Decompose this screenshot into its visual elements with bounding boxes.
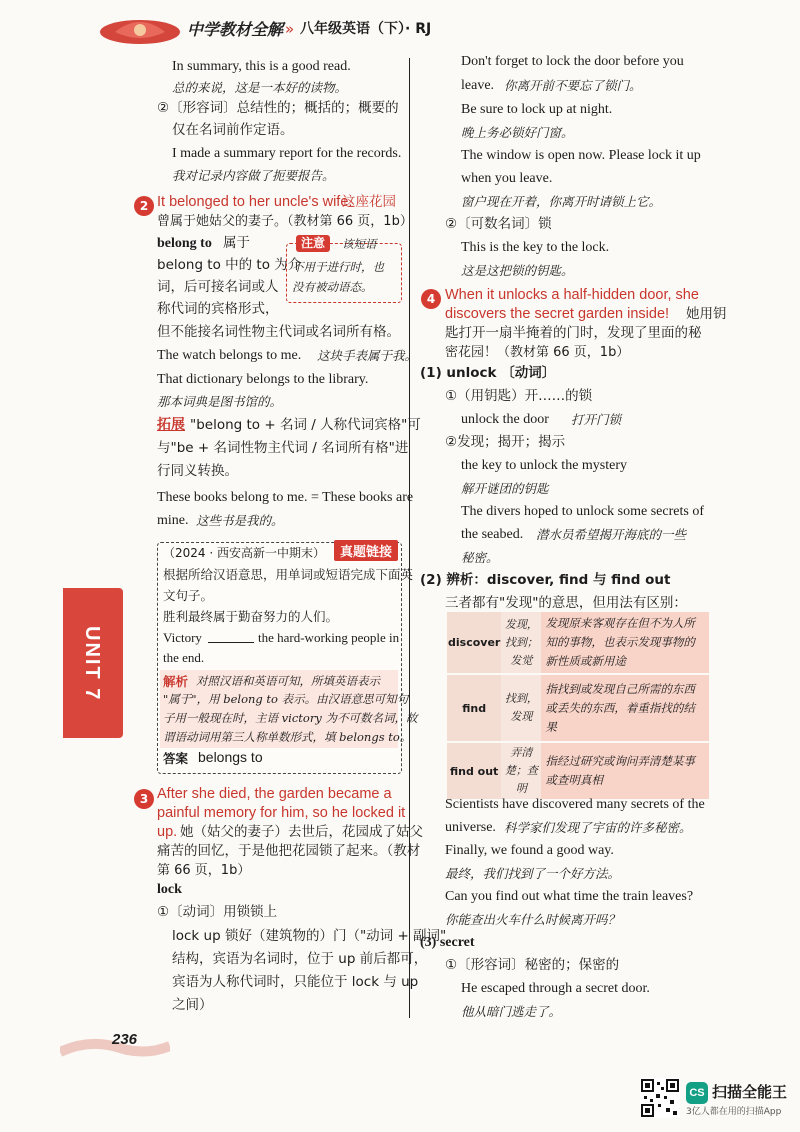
example-en: unlock the door	[461, 412, 549, 427]
key-sentence-translation: 痛苦的回忆，于是他把花园锁了起来。（教材	[157, 843, 421, 859]
analysis-tag: 解析	[163, 674, 189, 689]
definition: ①（用钥匙）开……的锁	[445, 388, 593, 404]
scanner-logo-icon: CS	[686, 1082, 708, 1104]
explanation-line: 词，后可接名词或人	[157, 279, 279, 295]
subheading-discover: (2) 辨析：discover, find 与 find out	[420, 572, 671, 588]
explanation-line: 称代词的宾格形式，	[157, 301, 279, 317]
example-cn: 晚上务必锁好门窗。	[461, 125, 574, 140]
table-cell-word: find out	[447, 742, 501, 799]
definition: ②〔可数名词〕锁	[445, 216, 552, 232]
unit-tab-label: UNIT 7	[81, 626, 103, 702]
table-cell-description: 指经过研究或询问弄清楚某事或查明真相	[541, 742, 709, 799]
example-cn: 打开门锁	[571, 412, 622, 427]
example-cn: 这块手表属于我。	[317, 348, 418, 363]
example-cn: 那本词典是图书馆的。	[157, 394, 283, 409]
page-number: 236	[112, 1031, 138, 1048]
key-sentence-translation: 第 66 页，1b）	[157, 863, 251, 878]
example-en: This is the key to the lock.	[461, 240, 610, 255]
exam-source: （2024 · 西安高新一中期末）	[163, 546, 325, 560]
exam-instruction: 根据所给汉语意思，用单词或短语完成下面英	[163, 567, 414, 582]
exam-question-en: the hard-working people in	[258, 630, 400, 645]
watermark-name: 扫描全能王	[712, 1083, 788, 1101]
key-sentence-translation: 这座花园	[342, 194, 396, 210]
note-tag: 注意	[296, 235, 330, 252]
analysis-text: "属于"，用 belong to 表示。由汉语意思可知句	[163, 692, 409, 706]
comparison-intro: 三者都有"发现"的意思，但用法有区别：	[445, 595, 687, 611]
example-cn: 潜水员希望揭开海底的一些	[536, 527, 687, 542]
explanation-line: lock up 锁好（建筑物的）门（"动词 + 副词"	[172, 928, 447, 944]
key-sentence: up.	[157, 824, 178, 840]
explanation-line: 但不能接名词性物主代词或名词所有格。	[157, 324, 400, 340]
exam-question-en: Victory	[163, 630, 202, 645]
header-book: 八年级英语（下）· RJ	[300, 21, 432, 37]
analysis-text: 谓语动词用第三人称单数形式，填 belongs to。	[163, 730, 412, 744]
table-cell-meaning: 发现，找到；发觉	[501, 612, 541, 674]
example-en: The watch belongs to me.	[157, 348, 302, 363]
qr-code-icon	[640, 1078, 680, 1118]
example-en: The window is open now. Please lock it up	[461, 148, 701, 163]
example-en: universe.	[445, 820, 496, 835]
section-number-2: 2	[134, 196, 154, 216]
example-en: Scientists have discovered many secrets of the	[445, 797, 705, 812]
explanation-line: 结构，宾语为名词时，位于 up 前后都可，	[172, 951, 428, 967]
phrase-meaning: 属于	[223, 235, 250, 251]
definition: ①〔形容词〕秘密的；保密的	[445, 957, 620, 973]
example-en: That dictionary belongs to the library.	[157, 372, 369, 387]
example-cn: 你能查出火车什么时候离开吗？	[445, 912, 621, 927]
analysis-text: 子用一般现在时，主语 victory 为不可数名词，故	[163, 711, 418, 725]
header-title: 中学教材全解	[187, 20, 284, 39]
example-cn: 秘密。	[461, 550, 499, 565]
example-en: In summary, this is a good read.	[172, 59, 351, 74]
key-sentence-translation: 曾属于她姑父的妻子。（教材第 66 页，1b）	[157, 214, 413, 229]
example-cn: 我对记录内容做了扼要报告。	[172, 168, 335, 183]
example-cn: 你离开前不要忘了锁门。	[504, 78, 642, 93]
example-en: the key to unlock the mystery	[461, 458, 628, 473]
table-cell-description: 发现原来客观存在但不为人所知的事物，也表示发现事物的新性质或新用途	[541, 612, 709, 674]
example-en: The divers hoped to unlock some secrets of	[461, 504, 704, 519]
definition: ②发现；揭开；揭示	[445, 434, 566, 450]
definition: ②〔形容词〕总结性的；概括的；概要的	[157, 100, 399, 116]
example-cn: 他从暗门逃走了。	[461, 1004, 562, 1019]
extension-text: "belong to + 名词 / 人称代词宾格"可	[190, 417, 421, 433]
example-en: These books belong to me. = These books are	[157, 490, 414, 505]
example-cn: 最终，我们找到了一个好方法。	[445, 866, 621, 881]
key-sentence: discovers the secret garden inside!	[445, 306, 670, 322]
table-cell-description: 指找到或发现自己所需的东西或丢失的东西，着重指找的结果	[541, 674, 709, 742]
table-row	[447, 742, 709, 799]
table-row	[447, 674, 709, 742]
comparison-table	[447, 612, 709, 799]
key-sentence-translation: 密花园！（教材第 66 页，1b）	[445, 345, 630, 360]
example-cn: 窗户现在开着，你离开时请锁上它。	[461, 194, 662, 209]
example-en: leave.	[461, 78, 495, 93]
exam-question-cn: 胜利最终属于勤奋努力的人们。	[163, 609, 339, 624]
subheading-secret: (3) secret	[420, 935, 475, 950]
table-cell-meaning: 弄清楚；查明	[501, 742, 541, 799]
key-sentence-translation: 她（姑父的妻子）去世后，花园成了姑父	[180, 824, 423, 840]
example-en: the seabed.	[461, 527, 524, 542]
example-cn: 解开谜团的钥匙	[461, 481, 549, 496]
definition-note: 仅在名词前作定语。	[172, 122, 294, 138]
exam-link-tag: 真题链接	[334, 540, 398, 561]
explanation-line: 宾语为人称代词时，只能位于 lock 与 up	[172, 974, 419, 990]
header-decoration	[95, 14, 185, 46]
example-en: Don't forget to lock the door before you	[461, 54, 684, 69]
key-sentence: When it unlocks a half-hidden door, she	[445, 287, 699, 303]
exam-blank	[208, 642, 254, 643]
example-en: He escaped through a secret door.	[461, 981, 650, 996]
key-sentence: It belonged to her uncle's wife.	[157, 194, 353, 210]
note-text: 没有被动语态。	[292, 280, 373, 294]
explanation-line: belong to 中的 to 为介	[157, 257, 302, 273]
answer-text: belongs to	[198, 749, 263, 765]
key-sentence-translation: 她用钥	[686, 306, 727, 322]
table-row	[447, 612, 709, 674]
section-number-4: 4	[421, 289, 441, 309]
key-sentence: painful memory for him, so he locked it	[157, 805, 406, 821]
example-en: Can you find out what time the train leaves?	[445, 889, 694, 904]
answer-tag: 答案	[163, 751, 189, 766]
column-divider	[409, 58, 410, 1018]
example-cn: 这是这把锁的钥匙。	[461, 263, 574, 278]
key-sentence-translation: 匙打开一扇半掩着的门时，发现了里面的秘	[445, 325, 702, 341]
example-en: Finally, we found a good way.	[445, 843, 614, 858]
example-cn: 科学家们发现了宇宙的许多秘密。	[504, 820, 692, 835]
explanation-line: 之间）	[172, 997, 213, 1013]
exam-question-en: the end.	[163, 650, 205, 665]
example-en: I made a summary report for the records.	[172, 146, 402, 161]
header-separator: »	[285, 20, 295, 38]
analysis-text: 对照汉语和英语可知，所填英语表示	[196, 674, 380, 688]
example-en: Be sure to lock up at night.	[461, 102, 613, 117]
watermark-subtitle: 3亿人都在用的扫描App	[686, 1107, 782, 1117]
example-cn: 总的来说，这是一本好的读物。	[172, 80, 348, 95]
extension-tag: 拓展	[157, 417, 185, 433]
table-cell-word: discover	[447, 612, 501, 674]
subheading-unlock: (1) unlock 〔动词〕	[420, 365, 556, 381]
note-text: 不用于进行时，也	[292, 260, 384, 274]
phrase-belong-to: belong to	[157, 236, 212, 251]
example-en: when you leave.	[461, 171, 553, 186]
table-cell-word: find	[447, 674, 501, 742]
key-sentence: After she died, the garden became a	[157, 786, 392, 802]
extension-text: 行同义转换。	[157, 463, 238, 479]
table-cell-meaning: 找到，发现	[501, 674, 541, 742]
extension-text: 与"be + 名词性物主代词 / 名词所有格"进	[157, 440, 409, 456]
example-cn: 这些书是我的。	[196, 513, 284, 528]
section-number-3: 3	[134, 789, 154, 809]
definition: ①〔动词〕用锁锁上	[157, 904, 278, 920]
example-en: mine.	[157, 513, 189, 528]
note-text: 该短语	[342, 237, 377, 251]
word-lock: lock	[157, 882, 182, 897]
exam-instruction: 文句子。	[163, 588, 214, 603]
